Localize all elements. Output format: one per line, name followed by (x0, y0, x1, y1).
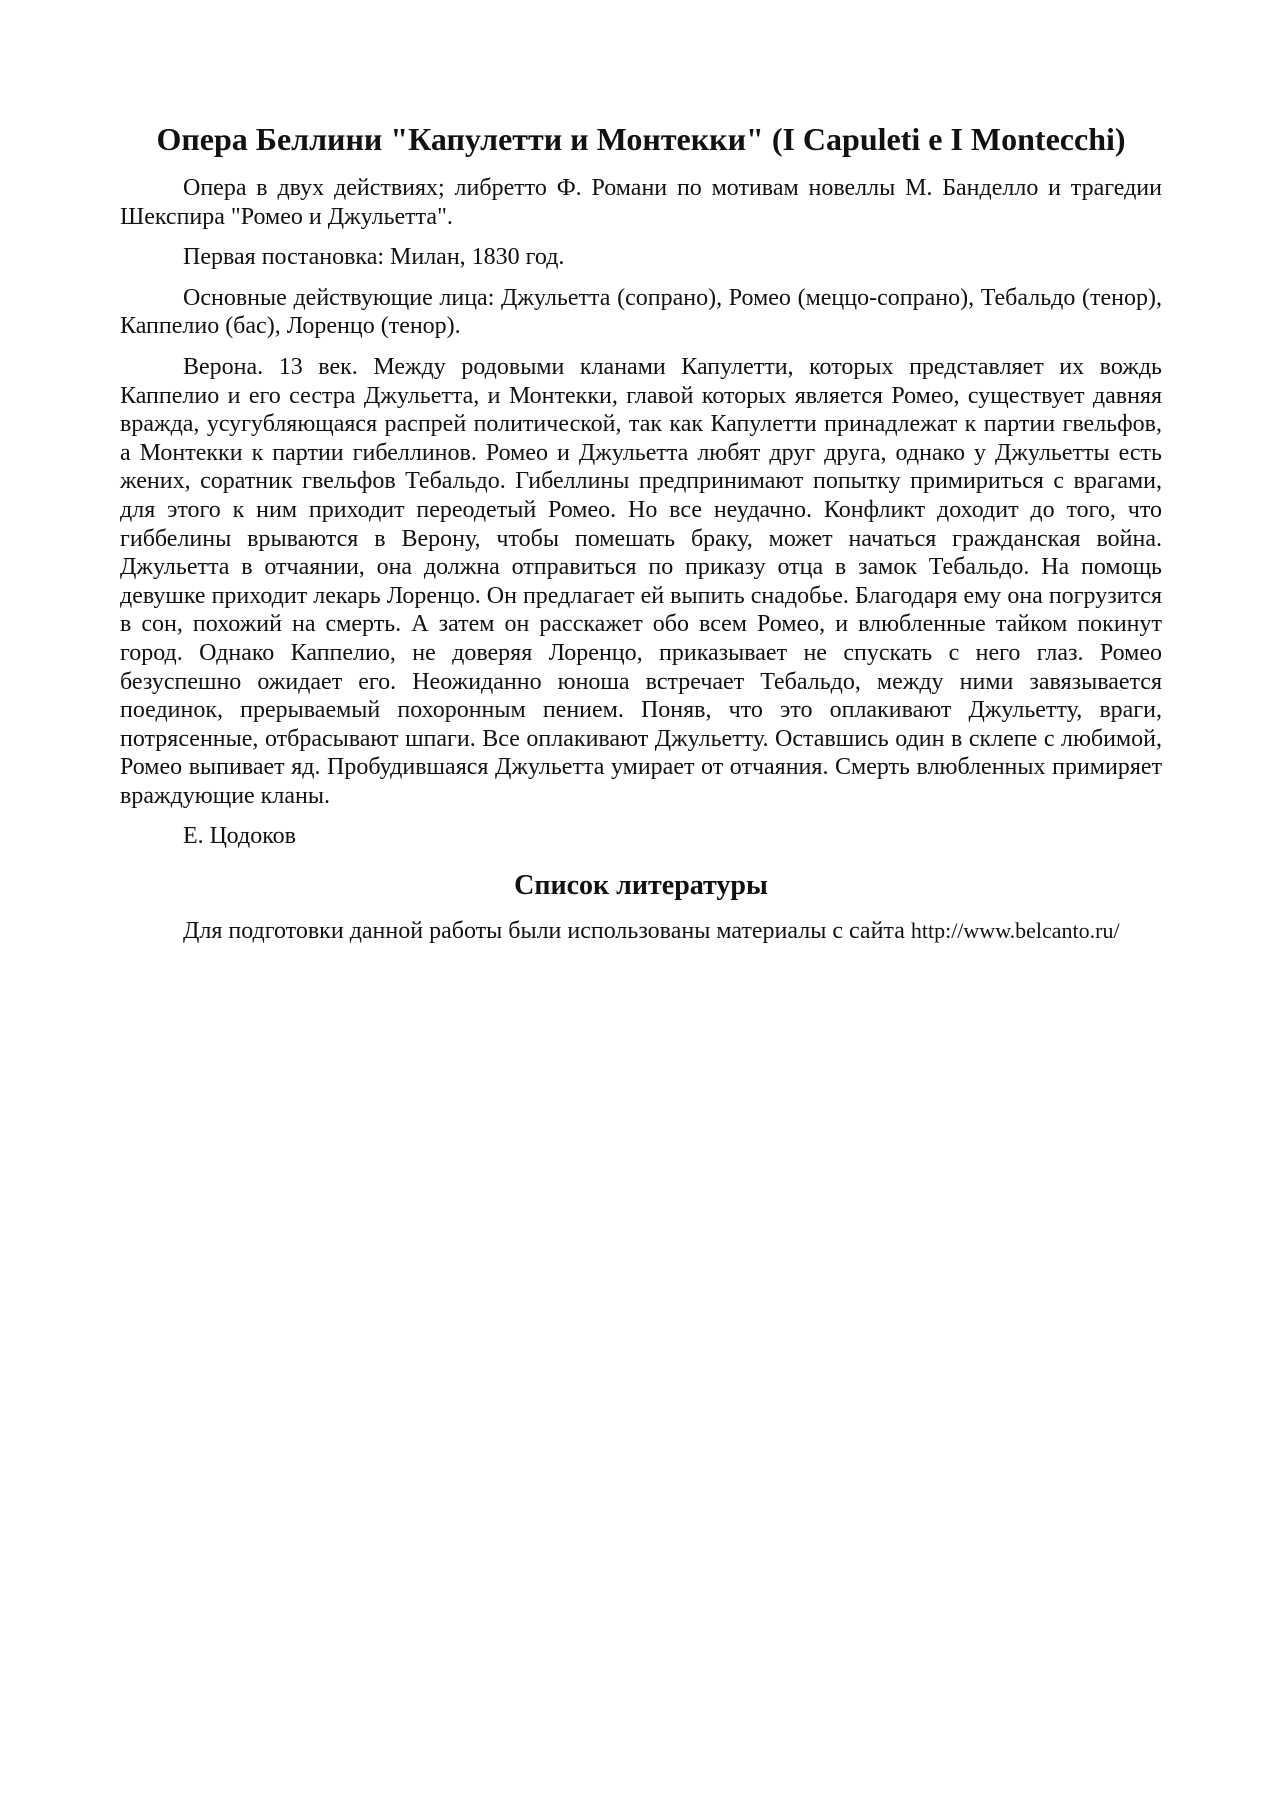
source-link[interactable]: http://www.belcanto.ru/ (910, 918, 1120, 944)
characters-paragraph: Основные действующие лица: Джульетта (сопрано), Ромео (меццо-сопрано), Тебальдо (тенор), Каппелио (бас), Лоренцо (тенор). (120, 284, 1162, 340)
document-page (120, 120, 1162, 958)
literature-heading: Список литературы (514, 870, 768, 902)
intro-paragraph: Опера в двух действиях; либретто Ф. Романи по мотивам новеллы М. Банделло и трагедии Шекспира "Ромео и Джульетта". (120, 175, 1162, 230)
author-signature: Е. Цодоков (183, 823, 296, 850)
synopsis-paragraph: Верона. 13 век. Между родовыми кланами Капулетти, которых представляет их вождь Каппелио и его сестра Джульетта, и Монтекки, главой которых является Ромео, существует давняя вражда, усугубляющаяся распрей политической, так как Капулетти принадлежат к партии гвельфов, а Монтекки к партии гибеллинов. Ромео и Джульетта любят друг друга, однако у Джульетты есть жених, соратник гвельфов Тебальдо. Гибеллины предпринимают попытку примириться с врагами, для этого к ним приходит переодетый Ромео. Но все неудачно. Конфликт доходит до того, что гиббелины врываются в Верону, чтобы помешать браку, может начаться гражданская война. Джульетта в отчаянии, она должна отправиться по приказу отца в замок Тебальдо. На помощь девушке приходит лекарь Лоренцо. Он предлагает ей выпить снадобье. Благодаря ему она погрузится в сон, похожий на смерть. А затем он расскажет обо всем Ромео, и влюбленные тайком покинут город. Однако Каппелио, не доверяя Лоренцо, приказывает не спускать с него глаз. Ромео безуспешно ожидает его. Неожиданно юноша встречает Тебальдо, между ними завязывается поединок, прерываемый похоронным пением. Поняв, что это оплакивают Джульетту, враги, потрясенные, отбрасывают шпаги. Все оплакивают Джульетту. Оставшись один в склепе с любимой, Ромео выпивает яд. Пробудившаяся Джульетта умирает от отчаяния. Смерть влюбленных примиряет враждующие кланы. (120, 353, 1162, 809)
document-title: Опера Беллини "Капулетти и Монтекки" (I Capuleti e I Montecchi) (156, 121, 1126, 157)
literature-paragraph (120, 917, 1162, 946)
literature-text: Для подготовки данной работы были использованы материалы с сайта (183, 918, 905, 945)
premiere-paragraph: Первая постановка: Милан, 1830 год. (183, 244, 565, 271)
